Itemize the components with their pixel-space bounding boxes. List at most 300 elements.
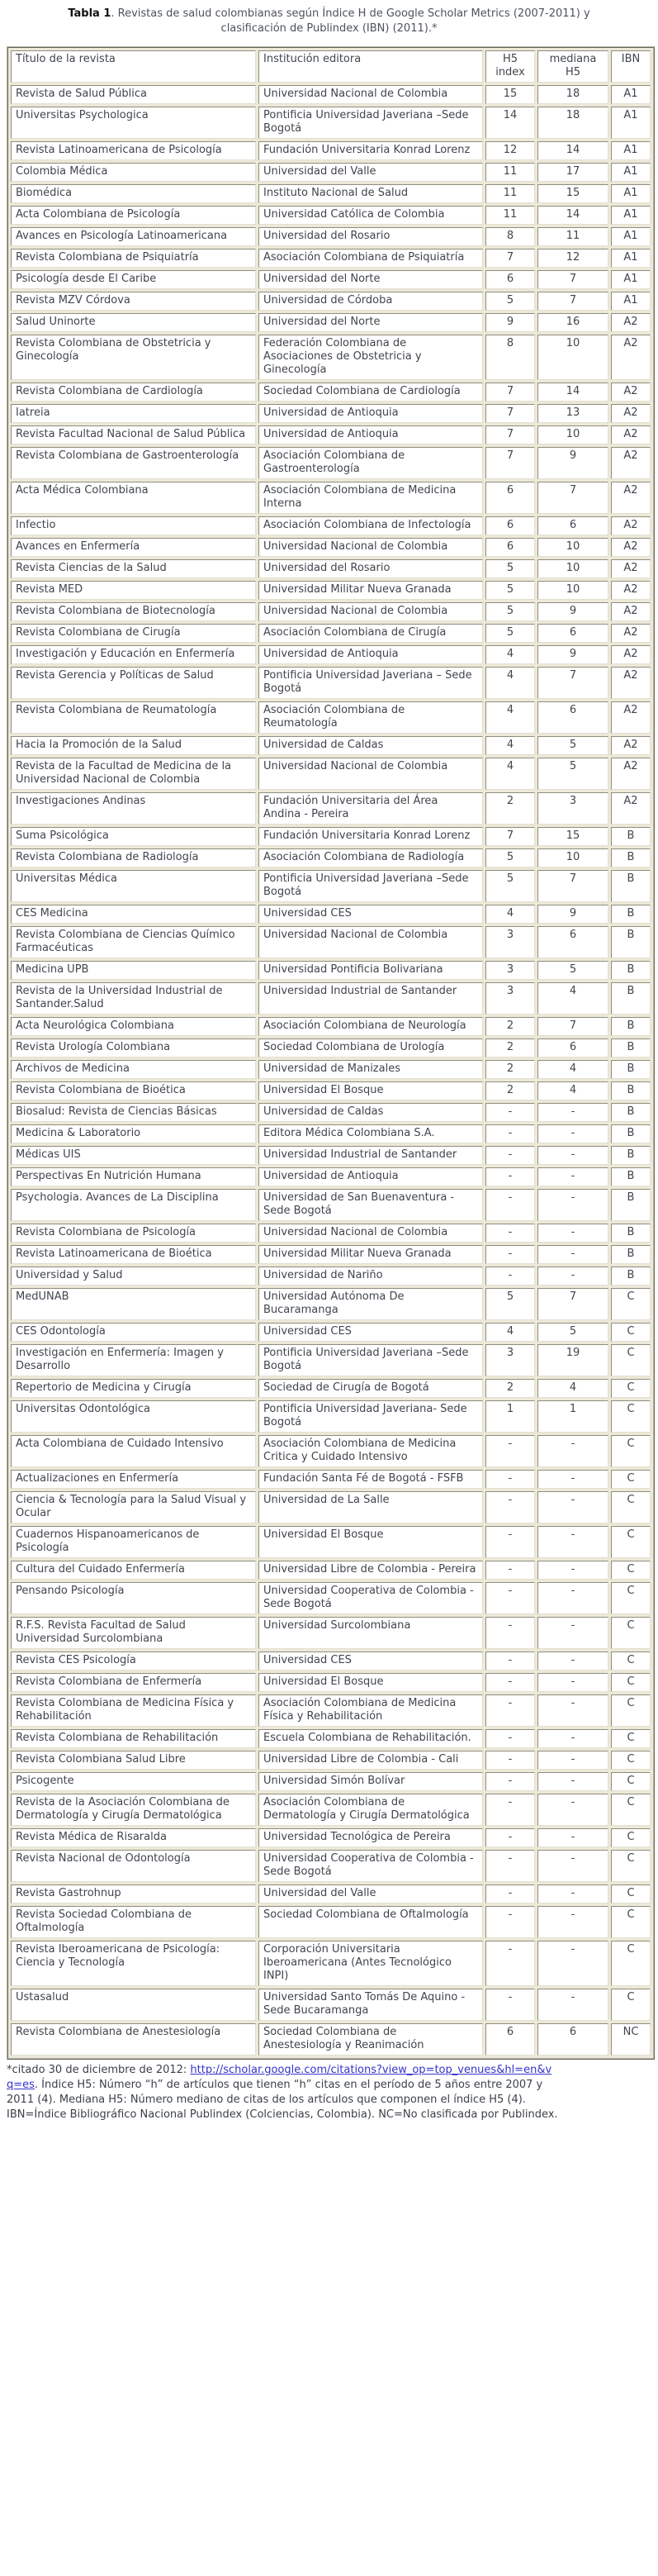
h5-index-cell: - — [485, 1146, 535, 1165]
journal-title-cell: Acta Neurológica Colombiana — [11, 1017, 256, 1036]
institution-cell: Universidad Simón Bolívar — [258, 1772, 483, 1791]
institution-cell: Universidad de Manizales — [258, 1060, 483, 1079]
h5-index-cell: - — [485, 1167, 535, 1186]
median-h5-cell: 5 — [537, 736, 608, 755]
median-h5-cell: - — [537, 1989, 608, 2021]
journal-title-cell: Revista Iberoamericana de Psicología: Ciencia y Tecnología — [11, 1941, 256, 1986]
table-row — [11, 206, 651, 225]
median-h5-cell: 18 — [537, 85, 608, 104]
table-row — [11, 1323, 651, 1342]
h5-index-cell: 14 — [485, 107, 535, 139]
institution-cell: Universidad Militar Nueva Granada — [258, 1245, 483, 1264]
ibn-cell: C — [611, 1288, 651, 1320]
table-row — [11, 1379, 651, 1398]
table-row — [11, 701, 651, 734]
journal-title-cell: Revista Colombiana de Psiquiatría — [11, 249, 256, 268]
institution-cell: Universidad de Antioquia — [258, 404, 483, 423]
journal-title-cell: Revista CES Psicología — [11, 1652, 256, 1671]
median-h5-cell: 7 — [537, 1288, 608, 1320]
table-row — [11, 1288, 651, 1320]
table-row — [11, 1060, 651, 1079]
h5-index-cell: - — [485, 1941, 535, 1986]
ibn-cell: B — [611, 1081, 651, 1100]
table-row — [11, 581, 651, 600]
median-h5-cell: 13 — [537, 404, 608, 423]
h5-index-cell: - — [485, 1224, 535, 1243]
institution-cell: Fundación Santa Fé de Bogotá - FSFB — [258, 1470, 483, 1489]
median-h5-cell: - — [537, 1435, 608, 1467]
journal-title-cell: Repertorio de Medicina y Cirugía — [11, 1379, 256, 1398]
institution-cell: Asociación Colombiana de Medicina Interna — [258, 482, 483, 514]
table-row — [11, 1167, 651, 1186]
ibn-cell: A2 — [611, 581, 651, 600]
h5-index-cell: 11 — [485, 206, 535, 225]
journal-title-cell: Revista MED — [11, 581, 256, 600]
journal-title-cell: Revista Colombiana de Radiología — [11, 848, 256, 867]
journal-title-cell: CES Odontología — [11, 1323, 256, 1342]
median-h5-cell: - — [537, 1124, 608, 1143]
median-h5-cell: 7 — [537, 292, 608, 311]
table-row — [11, 1435, 651, 1467]
h5-index-cell: 5 — [485, 559, 535, 578]
table-row — [11, 848, 651, 867]
journal-title-cell: R.F.S. Revista Facultad de Salud Universidad Surcolombiana — [11, 1617, 256, 1649]
institution-cell: Universidad Libre de Colombia - Cali — [258, 1751, 483, 1770]
institution-cell: Universidad Nacional de Colombia — [258, 926, 483, 958]
h5-index-cell: 2 — [485, 1038, 535, 1057]
institution-cell: Universidad Libre de Colombia - Pereira — [258, 1561, 483, 1580]
h5-index-cell: 9 — [485, 313, 535, 332]
h5-index-cell: 2 — [485, 792, 535, 825]
table-row — [11, 1673, 651, 1692]
journal-title-cell: Infectio — [11, 516, 256, 535]
median-h5-cell: - — [537, 1526, 608, 1558]
h5-index-cell: - — [485, 1694, 535, 1727]
ibn-cell: B — [611, 905, 651, 924]
median-h5-cell: - — [537, 1884, 608, 1903]
institution-cell: Universidad de Nariño — [258, 1267, 483, 1286]
table-row — [11, 736, 651, 755]
h5-index-cell: - — [485, 1470, 535, 1489]
ibn-cell: A2 — [611, 792, 651, 825]
median-h5-cell: 10 — [537, 538, 608, 557]
institution-cell: Universidad CES — [258, 1323, 483, 1342]
table-row — [11, 1582, 651, 1614]
table-row — [11, 1751, 651, 1770]
median-h5-cell: 9 — [537, 905, 608, 924]
table-row — [11, 1850, 651, 1882]
median-h5-cell: 9 — [537, 447, 608, 479]
h5-index-cell: 7 — [485, 249, 535, 268]
median-h5-cell: - — [537, 1673, 608, 1692]
median-h5-cell: 7 — [537, 482, 608, 514]
median-h5-cell: - — [537, 1267, 608, 1286]
table-row — [11, 961, 651, 980]
h5-index-cell: - — [485, 1526, 535, 1558]
h5-index-cell: - — [485, 1245, 535, 1264]
ibn-cell: B — [611, 1189, 651, 1221]
median-h5-cell: - — [537, 1850, 608, 1882]
h5-index-cell: 3 — [485, 1344, 535, 1376]
ibn-cell: C — [611, 1652, 651, 1671]
h5-index-cell: - — [485, 1673, 535, 1692]
journal-title-cell: Revista Sociedad Colombiana de Oftalmología — [11, 1906, 256, 1938]
table-row — [11, 1146, 651, 1165]
institution-cell: Sociedad Colombiana de Urología — [258, 1038, 483, 1057]
journal-title-cell: Revista de Salud Pública — [11, 85, 256, 104]
table-row — [11, 602, 651, 621]
h5-index-cell: 7 — [485, 447, 535, 479]
h5-index-cell: - — [485, 1582, 535, 1614]
median-h5-cell: - — [537, 1189, 608, 1221]
ibn-cell: B — [611, 982, 651, 1015]
table-row — [11, 85, 651, 104]
median-h5-cell: 5 — [537, 1323, 608, 1342]
median-h5-cell: - — [537, 1794, 608, 1826]
median-h5-cell: 19 — [537, 1344, 608, 1376]
footnote-citation-text: *citado 30 de diciembre de 2012: — [7, 2064, 191, 2076]
h5-index-cell: 4 — [485, 645, 535, 664]
institution-cell: Universidad de Córdoba — [258, 292, 483, 311]
journal-title-cell: MedUNAB — [11, 1288, 256, 1320]
table-row — [11, 482, 651, 514]
ibn-cell: A2 — [611, 335, 651, 380]
ibn-cell: C — [611, 1673, 651, 1692]
median-h5-cell: 1 — [537, 1400, 608, 1433]
table-row — [11, 404, 651, 423]
journal-title-cell: Medicina UPB — [11, 961, 256, 980]
h5-index-cell: 6 — [485, 516, 535, 535]
institution-cell: Pontificia Universidad Javeriana- Sede Bogotá — [258, 1400, 483, 1433]
institution-cell: Universidad Católica de Colombia — [258, 206, 483, 225]
ibn-cell: C — [611, 1400, 651, 1433]
table-row — [11, 667, 651, 699]
median-h5-cell: - — [537, 1561, 608, 1580]
institution-cell: Instituto Nacional de Salud — [258, 184, 483, 203]
journal-title-cell: Universidad y Salud — [11, 1267, 256, 1286]
median-h5-cell: 5 — [537, 961, 608, 980]
institution-cell: Universidad de San Buenaventura - Sede Bogotá — [258, 1189, 483, 1221]
median-h5-cell: 11 — [537, 227, 608, 246]
table-row — [11, 1224, 651, 1243]
journal-title-cell: Archivos de Medicina — [11, 1060, 256, 1079]
institution-cell: Asociación Colombiana de Neurología — [258, 1017, 483, 1036]
median-h5-cell: - — [537, 1582, 608, 1614]
table-row — [11, 792, 651, 825]
journal-title-cell: Revista Colombiana de Ciencias Químico Farmacéuticas — [11, 926, 256, 958]
ibn-cell: NC — [611, 2023, 651, 2056]
ibn-cell: A2 — [611, 559, 651, 578]
table-row — [11, 1017, 651, 1036]
institution-cell: Pontificia Universidad Javeriana – Sede Bogotá — [258, 667, 483, 699]
institution-cell: Universidad El Bosque — [258, 1081, 483, 1100]
ibn-cell: C — [611, 1941, 651, 1986]
ibn-cell: A2 — [611, 667, 651, 699]
ibn-cell: C — [611, 1850, 651, 1882]
table-row — [11, 1941, 651, 1986]
h5-index-cell: - — [485, 1729, 535, 1748]
ibn-cell: C — [611, 1694, 651, 1727]
journal-title-cell: Revista Urología Colombiana — [11, 1038, 256, 1057]
journal-title-cell: Revista Colombiana de Cardiología — [11, 383, 256, 402]
ibn-cell: C — [611, 1772, 651, 1791]
journal-title-cell: Perspectivas En Nutrición Humana — [11, 1167, 256, 1186]
table-caption-label: Tabla 1 — [68, 7, 111, 20]
journal-title-cell: Acta Colombiana de Cuidado Intensivo — [11, 1435, 256, 1467]
journal-title-cell: Cuadernos Hispanoamericanos de Psicología — [11, 1526, 256, 1558]
institution-cell: Universidad Pontificia Bolivariana — [258, 961, 483, 980]
ibn-cell: B — [611, 827, 651, 846]
table-row — [11, 1124, 651, 1143]
institution-cell: Universidad Nacional de Colombia — [258, 602, 483, 621]
journal-title-cell: Investigación y Educación en Enfermería — [11, 645, 256, 664]
median-h5-cell: - — [537, 1772, 608, 1791]
median-h5-cell: 17 — [537, 163, 608, 182]
institution-cell: Universidad Militar Nueva Granada — [258, 581, 483, 600]
h5-index-cell: 11 — [485, 163, 535, 182]
institution-cell: Asociación Colombiana de Reumatología — [258, 701, 483, 734]
table-row — [11, 982, 651, 1015]
h5-index-cell: 4 — [485, 758, 535, 790]
journal-title-cell: Revista Colombiana de Cirugía — [11, 624, 256, 643]
median-h5-cell: 7 — [537, 1017, 608, 1036]
median-h5-cell: 10 — [537, 848, 608, 867]
ibn-cell: C — [611, 1828, 651, 1847]
h5-index-cell: - — [485, 1103, 535, 1122]
ibn-cell: C — [611, 1526, 651, 1558]
institution-cell: Universidad del Rosario — [258, 227, 483, 246]
table-row — [11, 1245, 651, 1264]
h5-index-cell: 4 — [485, 736, 535, 755]
table-row — [11, 1884, 651, 1903]
ibn-cell: A2 — [611, 538, 651, 557]
journal-title-cell: Revista Latinoamericana de Psicología — [11, 141, 256, 160]
institution-cell: Sociedad Colombiana de Oftalmología — [258, 1906, 483, 1938]
institution-cell: Asociación Colombiana de Gastroenterología — [258, 447, 483, 479]
h5-index-cell: 7 — [485, 827, 535, 846]
table-row — [11, 141, 651, 160]
institution-cell: Sociedad de Cirugía de Bogotá — [258, 1379, 483, 1398]
ibn-cell: A2 — [611, 624, 651, 643]
median-h5-cell: - — [537, 1694, 608, 1727]
journal-title-cell: Revista Colombiana Salud Libre — [11, 1751, 256, 1770]
median-h5-cell: - — [537, 1245, 608, 1264]
journal-title-cell: Ciencia & Tecnología para la Salud Visual y Ocular — [11, 1491, 256, 1523]
table-row — [11, 1470, 651, 1489]
institution-cell: Universidad El Bosque — [258, 1526, 483, 1558]
institution-cell: Pontificia Universidad Javeriana –Sede Bogotá — [258, 870, 483, 902]
ibn-cell: B — [611, 1124, 651, 1143]
h5-index-cell: 2 — [485, 1081, 535, 1100]
h5-index-cell: 8 — [485, 227, 535, 246]
table-row — [11, 447, 651, 479]
h5-index-cell: - — [485, 1772, 535, 1791]
institution-cell: Universidad del Rosario — [258, 559, 483, 578]
journal-title-cell: Psychologia. Avances de La Disciplina — [11, 1189, 256, 1221]
table-row — [11, 516, 651, 535]
ibn-cell: B — [611, 870, 651, 902]
h5-index-cell: 4 — [485, 667, 535, 699]
median-h5-cell: 4 — [537, 1060, 608, 1079]
column-header-h5-index: H5 index — [485, 50, 535, 83]
median-h5-cell: - — [537, 1729, 608, 1748]
ibn-cell: A2 — [611, 425, 651, 444]
column-header-institution: Institución editora — [258, 50, 483, 83]
median-h5-cell: 16 — [537, 313, 608, 332]
institution-cell: Fundación Universitaria del Área Andina - Pereira — [258, 792, 483, 825]
ibn-cell: A1 — [611, 206, 651, 225]
h5-index-cell: 2 — [485, 1379, 535, 1398]
institution-cell: Sociedad Colombiana de Cardiología — [258, 383, 483, 402]
median-h5-cell: - — [537, 1103, 608, 1122]
journal-title-cell: Revista Ciencias de la Salud — [11, 559, 256, 578]
ibn-cell: A1 — [611, 270, 651, 289]
h5-index-cell: 11 — [485, 184, 535, 203]
journal-title-cell: Revista Colombiana de Psicología — [11, 1224, 256, 1243]
journal-title-cell: Universitas Médica — [11, 870, 256, 902]
median-h5-cell: - — [537, 1167, 608, 1186]
median-h5-cell: 6 — [537, 926, 608, 958]
table-row — [11, 292, 651, 311]
h5-index-cell: 7 — [485, 404, 535, 423]
table-row — [11, 559, 651, 578]
median-h5-cell: 15 — [537, 827, 608, 846]
footnote — [7, 2063, 558, 2122]
median-h5-cell: 6 — [537, 1038, 608, 1057]
h5-index-cell: - — [485, 1989, 535, 2021]
institution-cell: Universidad Nacional de Colombia — [258, 758, 483, 790]
journal-title-cell: Revista Colombiana de Reumatología — [11, 701, 256, 734]
journal-title-cell: Universitas Psychologica — [11, 107, 256, 139]
institution-cell: Universidad del Norte — [258, 313, 483, 332]
institution-cell: Universidad de Caldas — [258, 1103, 483, 1122]
ibn-cell: A1 — [611, 292, 651, 311]
journal-title-cell: Revista Colombiana de Medicina Física y Rehabilitación — [11, 1694, 256, 1727]
ibn-cell: A2 — [611, 645, 651, 664]
journal-title-cell: Iatreia — [11, 404, 256, 423]
h5-index-cell: - — [485, 1124, 535, 1143]
institution-cell: Escuela Colombiana de Rehabilitación. — [258, 1729, 483, 1748]
table-row — [11, 624, 651, 643]
table-row — [11, 645, 651, 664]
median-h5-cell: 6 — [537, 2023, 608, 2056]
ibn-cell: B — [611, 1060, 651, 1079]
median-h5-cell: 7 — [537, 270, 608, 289]
institution-cell: Asociación Colombiana de Infectología — [258, 516, 483, 535]
h5-index-cell: 6 — [485, 2023, 535, 2056]
table-row — [11, 1526, 651, 1558]
h5-index-cell: 4 — [485, 905, 535, 924]
table-row — [11, 425, 651, 444]
ibn-cell: C — [611, 1561, 651, 1580]
journal-title-cell: Revista Gastrohnup — [11, 1884, 256, 1903]
institution-cell: Federación Colombiana de Asociaciones de Obstetricia y Ginecología — [258, 335, 483, 380]
header-row — [11, 50, 651, 83]
h5-index-cell: 4 — [485, 701, 535, 734]
h5-index-cell: 6 — [485, 538, 535, 557]
median-h5-cell: 6 — [537, 624, 608, 643]
median-h5-cell: - — [537, 1828, 608, 1847]
journal-title-cell: Revista Colombiana de Enfermería — [11, 1673, 256, 1692]
institution-cell: Universidad Surcolombiana — [258, 1617, 483, 1649]
ibn-cell: C — [611, 1323, 651, 1342]
ibn-cell: C — [611, 1470, 651, 1489]
journal-title-cell: Revista MZV Córdova — [11, 292, 256, 311]
median-h5-cell: - — [537, 1617, 608, 1649]
h5-index-cell: 4 — [485, 1323, 535, 1342]
table-row — [11, 538, 651, 557]
ibn-cell: C — [611, 1435, 651, 1467]
ibn-cell: C — [611, 1989, 651, 2021]
institution-cell: Universidad CES — [258, 1652, 483, 1671]
institution-cell: Universidad El Bosque — [258, 1673, 483, 1692]
median-h5-cell: - — [537, 1652, 608, 1671]
h5-index-cell: 7 — [485, 383, 535, 402]
h5-index-cell: 8 — [485, 335, 535, 380]
journal-title-cell: CES Medicina — [11, 905, 256, 924]
h5-index-cell: - — [485, 1751, 535, 1770]
ibn-cell: B — [611, 1224, 651, 1243]
h5-index-cell: 3 — [485, 982, 535, 1015]
median-h5-cell: 14 — [537, 141, 608, 160]
table-row — [11, 1103, 651, 1122]
median-h5-cell: 6 — [537, 516, 608, 535]
ibn-cell: B — [611, 1038, 651, 1057]
table-row — [11, 1038, 651, 1057]
table-row — [11, 227, 651, 246]
table-row — [11, 1694, 651, 1727]
median-h5-cell: - — [537, 1146, 608, 1165]
h5-index-cell: 5 — [485, 602, 535, 621]
ibn-cell: B — [611, 926, 651, 958]
scholar-citations-link[interactable]: http://scholar.google.com/citations?view_op=top_venues&hl=en&vq=es — [7, 2064, 552, 2091]
h5-index-cell: 7 — [485, 425, 535, 444]
table-row — [11, 1081, 651, 1100]
journal-title-cell: Suma Psicológica — [11, 827, 256, 846]
table-row — [11, 1906, 651, 1938]
ibn-cell: B — [611, 1167, 651, 1186]
institution-cell: Universidad Industrial de Santander — [258, 1146, 483, 1165]
median-h5-cell: 10 — [537, 425, 608, 444]
table-row — [11, 313, 651, 332]
journal-title-cell: Revista Nacional de Odontología — [11, 1850, 256, 1882]
table-row — [11, 1267, 651, 1286]
institution-cell: Corporación Universitaria Iberoamericana (Antes Tecnológico INPI) — [258, 1941, 483, 1986]
institution-cell: Asociación Colombiana de Radiología — [258, 848, 483, 867]
journal-title-cell: Revista de la Universidad Industrial de Santander.Salud — [11, 982, 256, 1015]
institution-cell: Asociación Colombiana de Cirugía — [258, 624, 483, 643]
table-row — [11, 1344, 651, 1376]
h5-index-cell: - — [485, 1828, 535, 1847]
ibn-cell: A1 — [611, 85, 651, 104]
ibn-cell: A2 — [611, 313, 651, 332]
journal-title-cell: Revista Colombiana de Biotecnología — [11, 602, 256, 621]
table-row — [11, 758, 651, 790]
journal-title-cell: Psicología desde El Caribe — [11, 270, 256, 289]
ibn-cell: C — [611, 1884, 651, 1903]
ibn-cell: C — [611, 1906, 651, 1938]
table-row — [11, 2023, 651, 2056]
ibn-cell: B — [611, 961, 651, 980]
median-h5-cell: - — [537, 1491, 608, 1523]
h5-index-cell: - — [485, 1189, 535, 1221]
table-row — [11, 335, 651, 380]
institution-cell: Universidad de La Salle — [258, 1491, 483, 1523]
median-h5-cell: 10 — [537, 335, 608, 380]
journal-title-cell: Investigaciones Andinas — [11, 792, 256, 825]
journal-title-cell: Colombia Médica — [11, 163, 256, 182]
h5-index-cell: 6 — [485, 482, 535, 514]
